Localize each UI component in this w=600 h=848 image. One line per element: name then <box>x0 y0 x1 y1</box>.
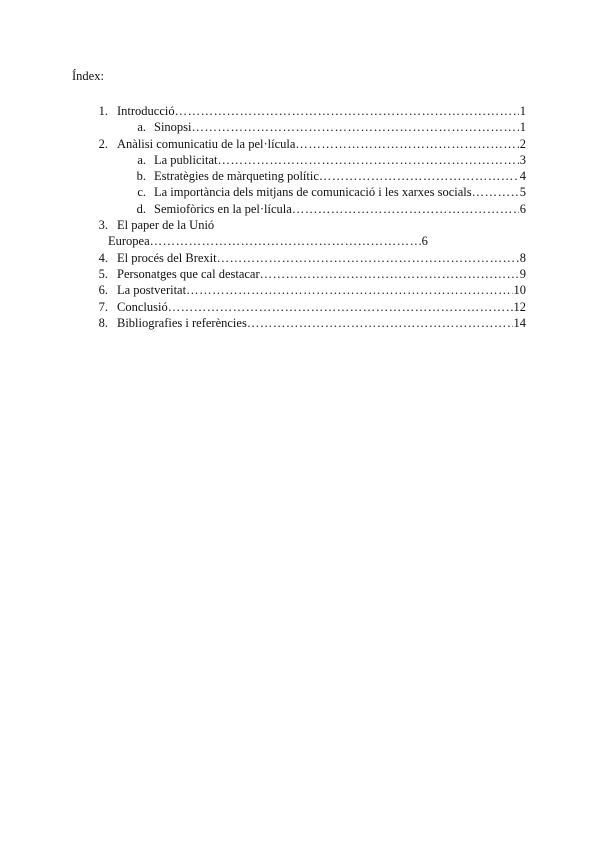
dot-leader <box>217 250 519 266</box>
toc-entry-publicitat[interactable] <box>72 152 526 168</box>
dot-leader <box>260 266 519 282</box>
toc-number: 5. <box>98 266 108 281</box>
toc-number: d. <box>136 201 146 216</box>
dot-leader <box>150 233 422 249</box>
toc-entry-personatges[interactable] <box>72 266 526 282</box>
dot-leader <box>168 299 513 315</box>
toc-title: La importància dels mitjans de comunicació i les xarxes socials <box>154 185 472 200</box>
toc-number: 8. <box>98 315 108 330</box>
toc-title: Sinopsi <box>154 120 192 135</box>
toc-page-number: 10 <box>513 283 526 298</box>
toc-entry-bibliografies[interactable] <box>72 315 526 331</box>
toc-title: Semiofòrics en la pel·lícula <box>154 201 292 216</box>
toc-number: a. <box>137 152 146 167</box>
toc-entry-unio-europea-continued[interactable] <box>72 233 526 249</box>
toc-number: a. <box>137 120 146 135</box>
toc-title: La publicitat <box>154 152 218 167</box>
toc-title: Introducció <box>117 104 175 118</box>
dot-leader <box>472 184 519 200</box>
toc-number: 4. <box>98 250 108 265</box>
toc-page-number: 14 <box>513 315 526 330</box>
toc-number: c. <box>137 185 146 200</box>
toc-entry-introduccio[interactable] <box>72 103 526 119</box>
toc-entry-semioforics[interactable] <box>72 201 526 217</box>
dot-leader <box>192 119 519 135</box>
toc-entry-estrategies[interactable] <box>72 168 526 184</box>
toc-page-number: 6 <box>421 234 428 249</box>
toc-title-line1: El paper de la Unió <box>117 218 215 233</box>
toc-entry-analisi[interactable] <box>72 136 526 152</box>
toc-number: 1. <box>98 104 108 118</box>
toc-title: Personatges que cal destacar <box>117 266 260 281</box>
toc-page-number: 8 <box>519 250 526 265</box>
toc-page-number: 5 <box>519 185 526 200</box>
toc-number: 3. <box>98 218 108 233</box>
toc-number: 7. <box>98 299 108 314</box>
toc-page-number: 1 <box>519 120 526 135</box>
toc-entry-sinopsi[interactable] <box>72 119 526 135</box>
toc-page-number: 12 <box>513 299 526 314</box>
toc-number: b. <box>136 169 146 184</box>
table-of-contents <box>72 103 526 331</box>
dot-leader <box>175 103 519 119</box>
toc-page-number: 3 <box>519 152 526 167</box>
index-heading: Índex: <box>72 69 104 83</box>
toc-entry-brexit[interactable] <box>72 250 526 266</box>
toc-page-number: 9 <box>519 266 526 281</box>
toc-title: Estratègies de màrqueting polític <box>154 169 319 184</box>
dot-leader <box>247 315 513 331</box>
toc-page-number: 2 <box>519 136 526 151</box>
toc-title: Anàlisi comunicatiu de la pel·lícula <box>117 136 296 151</box>
toc-page-number: 1 <box>519 104 526 118</box>
dot-leader <box>295 136 518 152</box>
toc-page-number: 4 <box>519 169 526 184</box>
toc-page-number: 6 <box>519 201 526 216</box>
dot-leader <box>292 201 519 217</box>
dot-leader <box>186 282 512 298</box>
dot-leader <box>218 152 519 168</box>
toc-number: 2. <box>98 136 108 151</box>
toc-entry-conclusio[interactable] <box>72 299 526 315</box>
toc-entry-mitjans[interactable] <box>72 184 526 200</box>
toc-entry-unio-europea[interactable] <box>72 217 526 233</box>
toc-number: 6. <box>98 283 108 298</box>
toc-title-line2: Europea <box>108 234 150 249</box>
toc-title: Conclusió <box>117 299 168 314</box>
dot-leader <box>319 168 519 184</box>
toc-title: El procés del Brexit <box>117 250 217 265</box>
toc-title: La postveritat <box>117 283 187 298</box>
toc-entry-postveritat[interactable] <box>72 282 526 298</box>
toc-title: Bibliografies i referències <box>117 315 247 330</box>
